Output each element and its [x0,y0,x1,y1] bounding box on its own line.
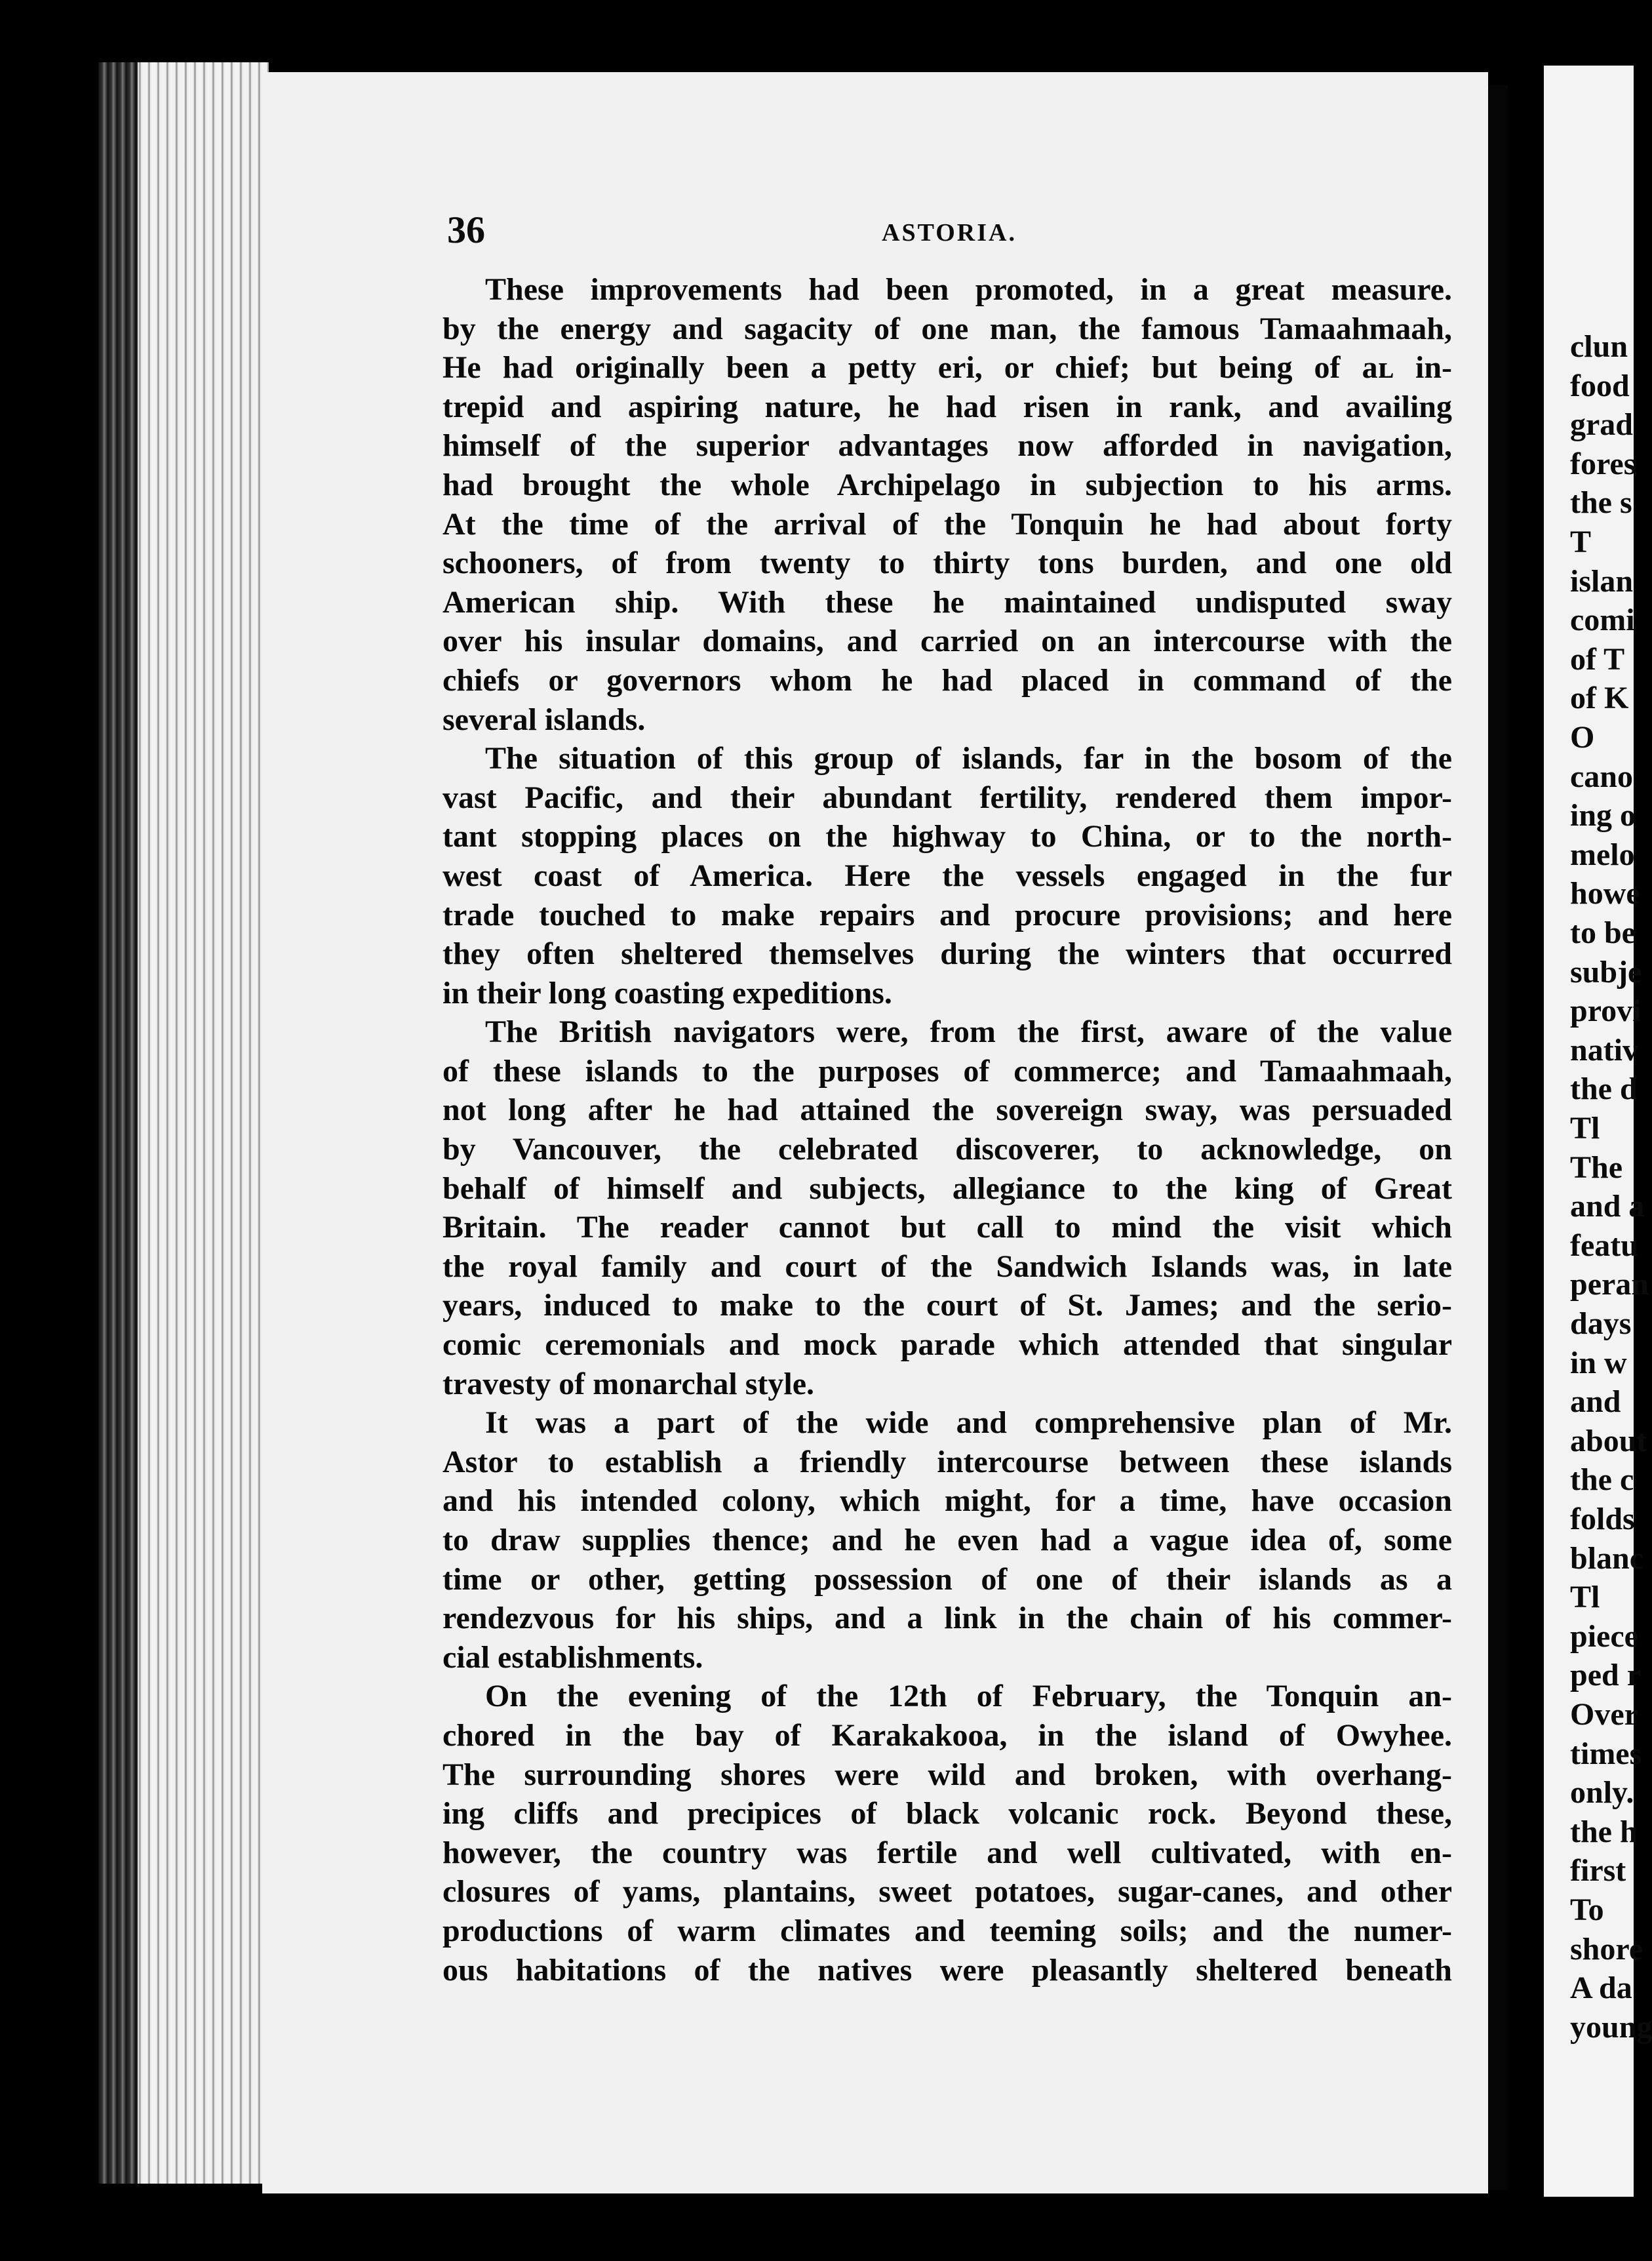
facing-page-line: grad [1570,407,1633,443]
text-line: tant stopping places on the highway to China, or to the north- [442,819,1452,854]
text-line: behalf of himself and subjects, allegiance to the king of Great [442,1171,1452,1206]
text-line: in their long coasting expeditions. [442,975,892,1010]
facing-page-line: young [1570,2009,1652,2045]
facing-page-line: T [1570,525,1592,559]
facing-page-line: the c [1570,1462,1634,1498]
text-line: The situation of this group of islands, far in the bosom of the [485,741,1452,776]
text-line: of these islands to the purposes of commerce; and Tamaahmaah, [442,1053,1452,1089]
text-line: by the energy and sagacity of one man, the famous Tamaahmaah, [442,311,1452,346]
facing-page-line: melo [1570,837,1635,872]
facing-page-line: to be [1570,915,1636,950]
facing-page-line: nativ [1570,1032,1639,1068]
facing-page-line: To [1570,1892,1604,1927]
text-line: by Vancouver, the celebrated discoverer, to acknowledge, on [442,1132,1452,1167]
facing-page-line: and a [1570,1189,1645,1224]
facing-page-line: fores [1570,446,1636,481]
facing-page-line: howe [1570,876,1640,911]
text-line: several islands. [442,702,646,737]
facing-page-line: islan [1570,563,1634,599]
facing-page-line: comi [1570,603,1635,638]
text-line: chored in the bay of Karakakooa, in the island of Owyhee. [442,1717,1452,1753]
text-line: over his insular domains, and carried on an intercourse with the [442,624,1452,659]
facing-page-line: only. [1570,1775,1634,1811]
facing-page-line: the s [1570,485,1632,521]
text-line: Astor to establish a friendly intercourse between these islands [442,1444,1452,1479]
facing-page-line: piece [1570,1618,1638,1654]
facing-page-line: shore [1570,1931,1643,1967]
facing-page-line: in w [1570,1345,1627,1380]
facing-page-line: days [1570,1306,1632,1341]
facing-page-line: cano [1570,759,1633,794]
page-header [447,211,1450,250]
facing-page-line: ing o [1570,798,1636,833]
text-line: schooners, of from twenty to thirty tons burden, and one old [442,546,1452,581]
book-binding-edge [98,62,138,2184]
text-line: The British navigators were, from the first, aware of the value [485,1014,1452,1050]
facing-page-line: ped r [1570,1658,1641,1693]
text-line: travesty of monarchal style. [442,1366,814,1401]
text-line: closures of yams, plantains, sweet potatoes, sugar-canes, and other [442,1874,1452,1910]
facing-page-line: the d [1570,1071,1638,1107]
facing-page-line: Over [1570,1697,1638,1732]
facing-page-line: Tl [1570,1111,1600,1146]
text-line: It was a part of the wide and comprehensive plan of Mr. [485,1405,1452,1441]
text-line: they often sheltered themselves during the winters that occurred [442,936,1452,972]
text-line: time or other, getting possession of one of their islands as a [442,1561,1452,1597]
facing-page-line: Tl [1570,1580,1600,1615]
text-line: He had originally been a petty eri, or chief; but being of aʟ in- [442,350,1452,386]
text-line: trade touched to make repairs and procure provisions; and here [442,897,1452,932]
facing-page-line: featu [1570,1228,1638,1263]
text-line: to draw supplies thence; and he even had a vague idea of, some [442,1523,1452,1557]
text-line: himself of the superior advantages now afforded in navigation, [442,428,1452,464]
facing-page-line: folds [1570,1502,1635,1536]
text-line: chiefs or governors whom he had placed in command of the [442,662,1452,698]
page-number: 36 [447,209,485,251]
text-line: had brought the whole Archipelago in subjection to his arms. [442,467,1452,502]
text-line: not long after he had attained the sovereign sway, was persuaded [442,1092,1452,1128]
text-line: The surrounding shores were wild and broken, with overhang- [442,1757,1452,1792]
text-line: Britain. The reader cannot but call to mind the visit which [442,1210,1452,1245]
facing-page-line: O [1570,720,1595,755]
facing-page-line: the h [1570,1814,1638,1849]
text-line: On the evening of the 12th of February, the Tonquin an- [485,1679,1452,1714]
facing-page-line: subje [1570,954,1642,990]
facing-page-line: provi [1570,993,1642,1029]
facing-page-line: of T [1570,641,1625,677]
text-line: and his intended colony, which might, for a time, have occasion [442,1483,1452,1519]
text-line: however, the country was fertile and well cultivated, with en- [442,1835,1452,1870]
facing-page-line: about [1570,1423,1647,1458]
facing-page-line: of K [1570,681,1629,716]
text-line: These improvements had been promoted, in a great measure. [485,272,1452,307]
text-line: ous habitations of the natives were pleasantly sheltered beneath [442,1952,1452,1988]
text-line: vast Pacific, and their abundant fertility, rendered them impor- [442,780,1452,815]
facing-page-line: food [1570,368,1630,403]
text-line: comic ceremonials and mock parade which attended that singular [442,1327,1452,1363]
facing-page-line: blanc [1570,1540,1644,1576]
facing-page-line: The [1570,1150,1623,1185]
facing-page-line: and [1570,1384,1621,1420]
text-line: years, induced to make to the court of St. James; and the serio- [442,1288,1452,1323]
facing-page-line: clun [1570,329,1628,364]
text-line: At the time of the arrival of the Tonquin he had about forty [442,506,1452,542]
body-text [442,270,1452,1990]
facing-page-fragment [1544,66,1652,2197]
facing-page-line: peran [1570,1267,1649,1302]
facing-page-line: first [1570,1853,1626,1889]
running-head: ASTORIA. [882,219,1017,247]
facing-page-line: A da [1570,1971,1632,2006]
text-line: American ship. With these he maintained undisputed sway [442,584,1452,620]
text-line: productions of warm climates and teeming soils; and the numer- [442,1913,1452,1948]
facing-page-line: times [1570,1736,1642,1771]
text-line: cial establishments. [442,1639,703,1675]
text-line: trepid and aspiring nature, he had risen in rank, and availing [442,389,1452,424]
text-line: west coast of America. Here the vessels engaged in the fur [442,858,1452,893]
text-line: the royal family and court of the Sandwich Islands was, in late [442,1249,1452,1284]
text-line: rendezvous for his ships, and a link in the chain of his commer- [442,1601,1452,1636]
text-line: ing cliffs and precipices of black volcanic rock. Beyond these, [442,1796,1452,1831]
